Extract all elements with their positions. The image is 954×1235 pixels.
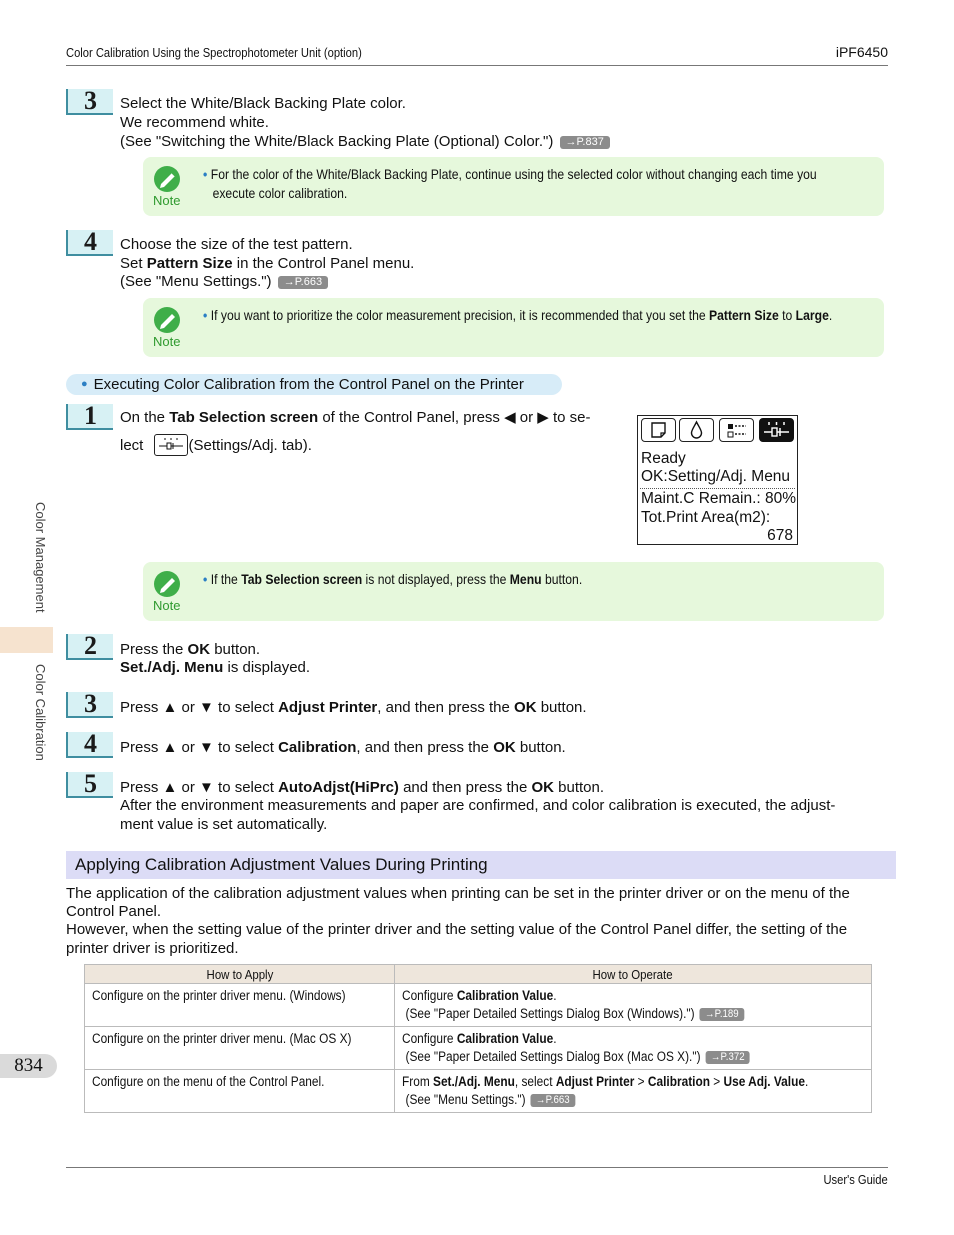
bullet-icon: • xyxy=(203,571,208,587)
header-divider xyxy=(66,65,888,66)
page-ref-link[interactable]: →P.663 xyxy=(278,276,328,289)
table-cell-apply: Configure on the printer driver menu. (Windows) xyxy=(85,984,395,1027)
step-5-text-1: Press ▲ or ▼ to select AutoAdjst(HiPrc) and then press the OK button. xyxy=(120,779,605,796)
paper-tab-icon xyxy=(641,418,676,442)
note-label: Note xyxy=(153,193,181,208)
see-also-text: (See "Menu Settings.") xyxy=(120,273,272,290)
ink-tab-icon xyxy=(679,418,714,442)
step-2-text-2: Set./Adj. Menu is displayed. xyxy=(120,659,311,676)
section-paragraph-line-2: Control Panel. xyxy=(66,903,162,920)
panel-print-area-value: 678 xyxy=(767,527,793,544)
step-2-text-1: Press the OK button. xyxy=(120,641,261,658)
table-cell-apply: Configure on the printer driver menu. (Mac OS X) xyxy=(85,1027,395,1070)
running-header-model: iPF6450 xyxy=(835,44,888,60)
table-cell-operate: Configure Calibration Value. (See "Paper Detailed Settings Dialog Box (Mac OS X).") →P.372 xyxy=(394,1027,871,1070)
page-number: 834 xyxy=(0,1054,57,1078)
footer-divider xyxy=(66,1167,888,1168)
running-header-title: Color Calibration Using the Spectrophotometer Unit (option) xyxy=(66,45,362,60)
section-paragraph-line-3: However, when the setting value of the printer driver and the setting value of the Control Panel differ, the setting of the xyxy=(66,921,848,938)
table-row xyxy=(85,1070,872,1113)
note-box-1 xyxy=(143,157,884,216)
step-3-text-1: Select the White/Black Backing Plate color. xyxy=(120,95,406,112)
control-panel-display xyxy=(637,415,798,545)
step-5-text-3: ment value is set automatically. xyxy=(120,816,328,833)
table-row xyxy=(85,1027,872,1070)
panel-divider xyxy=(640,488,795,489)
note-text: • If the Tab Selection screen is not displayed, press the Menu button. xyxy=(203,571,583,587)
panel-maint-cartridge: Maint.C Remain.: 80% xyxy=(641,490,797,507)
step-1-text-1: On the Tab Selection screen of the Control Panel, press ◀ or ▶ to se- xyxy=(120,409,591,426)
section-heading: Applying Calibration Adjustment Values During Printing xyxy=(66,851,896,879)
table-row xyxy=(85,984,872,1027)
page-ref-link[interactable]: →P.372 xyxy=(705,1051,749,1064)
section-paragraph-line-4: printer driver is prioritized. xyxy=(66,940,239,957)
settings-adj-tab-active-icon xyxy=(759,418,794,442)
step-4-text-1: Choose the size of the test pattern. xyxy=(120,236,353,253)
note-pencil-icon xyxy=(152,164,184,194)
step-3-see-also xyxy=(120,132,610,151)
note-pencil-icon xyxy=(152,305,184,335)
note-text: • If you want to prioritize the color measurement precision, it is recommended that you set the Pattern Size to Large. xyxy=(203,307,833,323)
panel-hint: OK:Setting/Adj. Menu xyxy=(641,468,791,485)
table-cell-apply: Configure on the menu of the Control Panel. xyxy=(85,1070,395,1113)
see-also-text: (See "Switching the White/Black Backing Plate (Optional) Color.") xyxy=(120,133,554,150)
step-number-3-b: 3 xyxy=(66,692,113,718)
panel-tab-bar xyxy=(638,416,797,446)
step-number-5: 5 xyxy=(66,772,113,798)
step-number-4-b: 4 xyxy=(66,732,113,758)
table-cell-operate: Configure Calibration Value. (See "Paper Detailed Settings Dialog Box (Windows).") →P.189 xyxy=(394,984,871,1027)
note-pencil-icon xyxy=(152,569,184,599)
step-5-text-2: After the environment measurements and paper are confirmed, and color calibration is executed, the adjust- xyxy=(120,797,836,814)
note-box-2 xyxy=(143,298,884,357)
job-tab-icon xyxy=(719,418,754,442)
side-tab-color-management[interactable]: Color Management xyxy=(33,502,48,613)
step-number-1: 1 xyxy=(66,404,113,430)
note-text: • For the color of the White/Black Backing Plate, continue using the selected color without changing each time you execute color calibration. xyxy=(203,166,817,201)
step-1-text-2: lect (Settings/Adj. tab). xyxy=(120,434,312,456)
table-header-apply: How to Apply xyxy=(85,965,395,984)
note-box-3 xyxy=(143,562,884,621)
panel-status: Ready xyxy=(641,450,686,467)
bullet-icon: • xyxy=(203,307,208,323)
step-3-text-2: We recommend white. xyxy=(120,114,269,131)
section-paragraph-line-1: The application of the calibration adjustment values when printing can be set in the printer driver or on the menu of the xyxy=(66,885,850,902)
step-4-b-text: Press ▲ or ▼ to select Calibration, and then press the OK button. xyxy=(120,739,566,756)
table-header-row xyxy=(85,965,872,984)
bullet-icon: ● xyxy=(81,378,88,390)
side-tab-color-calibration[interactable]: Color Calibration xyxy=(33,664,48,761)
subsection-heading: ● Executing Color Calibration from the Control Panel on the Printer xyxy=(66,374,562,395)
bullet-icon: • xyxy=(203,166,208,182)
page-ref-link[interactable]: →P.663 xyxy=(531,1094,575,1107)
settings-adj-tab-icon xyxy=(154,434,188,456)
table-cell-operate: From Set./Adj. Menu, select Adjust Printer > Calibration > Use Adj. Value. (See "Menu Settings.") →P.663 xyxy=(394,1070,871,1113)
panel-print-area-label: Tot.Print Area(m2): xyxy=(641,509,771,526)
calibration-apply-table xyxy=(84,964,872,1113)
note-label: Note xyxy=(153,334,181,349)
side-tab-highlight xyxy=(0,627,53,653)
step-number-2: 2 xyxy=(66,634,113,660)
step-number-3: 3 xyxy=(66,89,113,115)
page-ref-link[interactable]: →P.837 xyxy=(560,136,610,149)
page-ref-link[interactable]: →P.189 xyxy=(700,1008,744,1021)
footer-guide-name: User's Guide xyxy=(823,1172,888,1187)
table-header-operate: How to Operate xyxy=(394,965,871,984)
note-label: Note xyxy=(153,598,181,613)
step-number-4: 4 xyxy=(66,230,113,256)
step-4-text-2: Set Pattern Size in the Control Panel menu. xyxy=(120,255,415,272)
step-3-b-text: Press ▲ or ▼ to select Adjust Printer, and then press the OK button. xyxy=(120,699,587,716)
step-4-see-also xyxy=(120,272,328,291)
